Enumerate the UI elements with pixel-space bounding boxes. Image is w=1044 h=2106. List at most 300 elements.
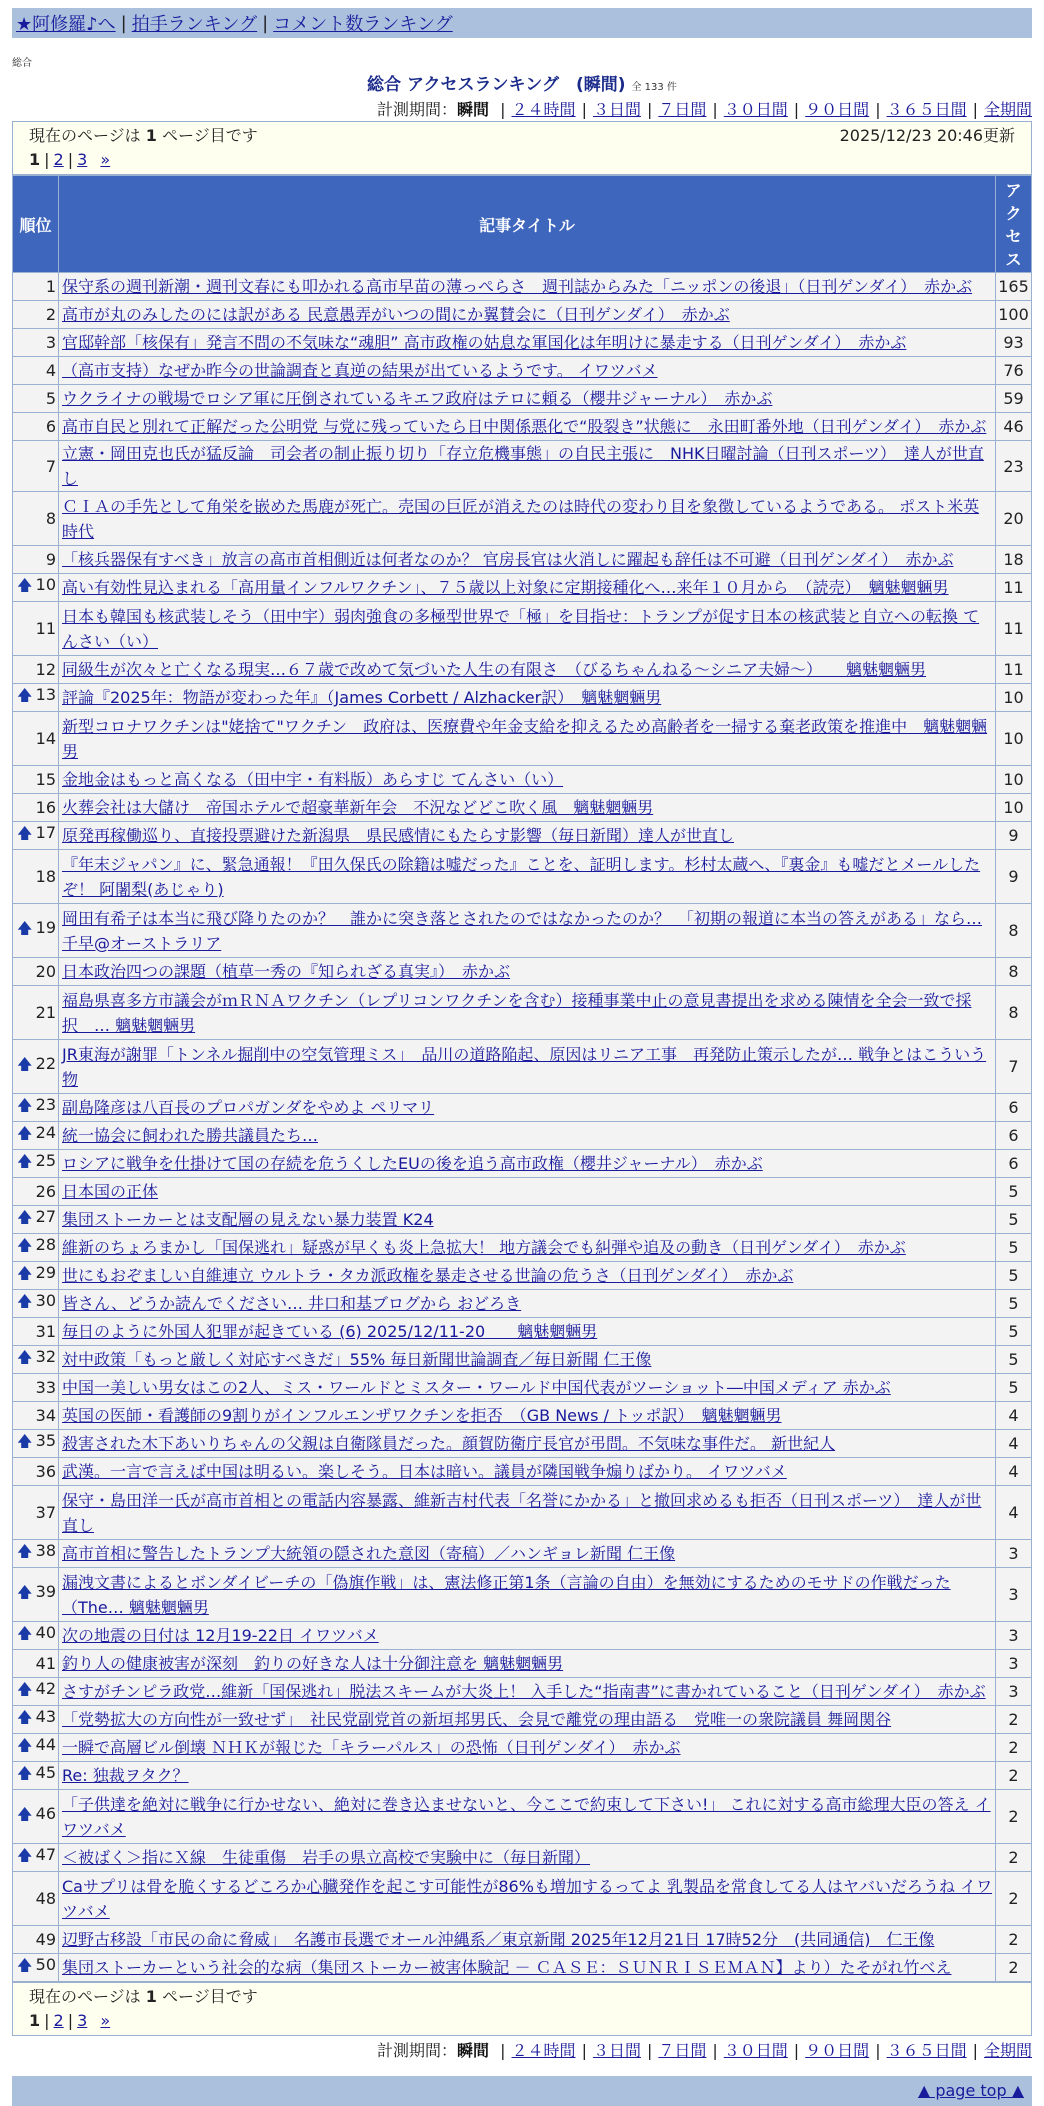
- table-row: [13, 602, 1032, 656]
- article-title-link[interactable]: 集団ストーカーという社会的な病（集団ストーカー被害体験記 － ＣＡＳＥ：ＳＵＮＲＩＳＥＭＡＮ】より）たそがれ竹べえ: [62, 1958, 952, 1977]
- title-cell: [59, 1346, 996, 1374]
- period-separator: |: [500, 2041, 506, 2060]
- article-title-link[interactable]: 評論『2025年：物語が変わった年』（James Corbett / Alzhacker訳） 魑魅魍魎男: [62, 688, 662, 707]
- table-row: [13, 1872, 1032, 1926]
- article-title-link[interactable]: 「子供達を絶対に戦争に行かせない、絶対に巻き込ませないと、今ここで約束して下さい!」 これに対する高市総理大臣の答え イワツバメ: [62, 1794, 991, 1839]
- rank-number: 4: [45, 361, 56, 380]
- access-count: 46: [996, 413, 1032, 441]
- table-row: [13, 1678, 1032, 1706]
- title-cell: [59, 1040, 996, 1094]
- access-count: 8: [996, 904, 1032, 958]
- rank-number: 33: [35, 1378, 56, 1397]
- rank-number: 20: [35, 962, 56, 981]
- rank-number: 24: [35, 1123, 56, 1142]
- article-title-link[interactable]: 中国一美しい男女はこの2人、ミス・ワールドとミスター・ワールド中国代表がツーショット―中国メディア 赤かぶ: [62, 1378, 891, 1397]
- title-cell: [59, 1430, 996, 1458]
- rank-number: 45: [35, 1763, 56, 1782]
- article-title-link[interactable]: 官邸幹部「核保有」発言不問の不気味な“魂胆” 高市政権の姑息な軍国化は年明けに暴走する（日刊ゲンダイ） 赤かぶ: [62, 333, 907, 352]
- article-title-link[interactable]: Re: 独裁ヲタク？: [62, 1766, 189, 1785]
- table-row: [13, 574, 1032, 602]
- rank-number: 22: [35, 1054, 56, 1073]
- article-title-link[interactable]: 皆さん、どうか読んでください… 井口和基ブログから おどろき: [62, 1294, 522, 1313]
- title-cell: [59, 1402, 996, 1430]
- rank-number: 30: [35, 1291, 56, 1310]
- access-count: 9: [996, 850, 1032, 904]
- access-count: 3: [996, 1540, 1032, 1568]
- table-row: [13, 1374, 1032, 1402]
- rank-up-arrow-icon: 🡅: [17, 1152, 33, 1170]
- access-count: 5: [996, 1374, 1032, 1402]
- title-cell: [59, 1150, 996, 1178]
- period-separator: |: [875, 2041, 881, 2060]
- title-cell: [59, 1122, 996, 1150]
- table-row: [13, 1706, 1032, 1734]
- rank-up-arrow-icon: 🡅: [17, 1055, 33, 1073]
- title-cell: [59, 329, 996, 357]
- rank-cell: [13, 1762, 59, 1790]
- article-title-link[interactable]: 金地金はもっと高くなる（田中宇・有料版）あらすじ てんさい（い）: [62, 770, 564, 789]
- title-cell: [59, 1234, 996, 1262]
- table-row: [13, 1122, 1032, 1150]
- pager-page-3[interactable]: 3: [77, 150, 88, 169]
- rank-cell: [13, 1374, 59, 1402]
- rank-number: 5: [45, 389, 56, 408]
- rank-number: 19: [35, 918, 56, 937]
- ranking-table: [12, 175, 1032, 1982]
- rank-number: 13: [35, 685, 56, 704]
- article-title-link[interactable]: 釣り人の健康被害が深刻 釣りの好きな人は十分御注意を 魑魅魍魎男: [62, 1654, 564, 1673]
- title-cell: [59, 1954, 996, 1982]
- access-count: 10: [996, 794, 1032, 822]
- section-label: 総合: [12, 58, 32, 69]
- access-count: 5: [996, 1262, 1032, 1290]
- rank-number: 1: [45, 277, 56, 296]
- col-title-header: 記事タイトル: [59, 176, 996, 273]
- article-title-link[interactable]: 立憲・岡田克也氏が猛反論 司会者の制止振り切り「存立危機事態」の自民主張に NHK日曜討論（日刊スポーツ） 達人が世直し: [62, 444, 984, 488]
- article-title-link[interactable]: 新型コロナワクチンは"姥捨て"ワクチン 政府は、医療費や年金支給を抑えるため高齢者を一掃する棄老政策を推進中 魑魅魍魎男: [62, 716, 988, 761]
- rank-up-arrow-icon: 🡅: [17, 1236, 33, 1254]
- rank-number: 34: [35, 1406, 56, 1425]
- rank-number: 12: [35, 660, 56, 679]
- rank-cell: [13, 1262, 59, 1290]
- rank-number: 38: [35, 1541, 56, 1560]
- period-separator: |: [581, 2041, 587, 2060]
- rank-cell: [13, 1678, 59, 1706]
- table-row: [13, 1346, 1032, 1374]
- rank-number: 15: [35, 770, 56, 789]
- title-cell: [59, 766, 996, 794]
- table-row: [13, 1150, 1032, 1178]
- pager-next[interactable]: »: [100, 2011, 111, 2030]
- access-count: 93: [996, 329, 1032, 357]
- article-title-link[interactable]: 高市自民と別れて正解だった公明党 与党に残っていたら日中関係悪化で“股裂き”状態に 永田町番外地（日刊ゲンダイ） 赤かぶ: [62, 417, 987, 436]
- access-count: 3: [996, 1568, 1032, 1622]
- rank-up-arrow-icon: 🡅: [17, 1846, 33, 1864]
- pager-page-2[interactable]: 2: [53, 2011, 64, 2030]
- period-separator: |: [972, 100, 978, 119]
- rank-up-arrow-icon: 🡅: [17, 1292, 33, 1310]
- article-title-link[interactable]: 岡田有希子は本当に飛び降りたのか？ 誰かに突き落とされたのではなかったのか？ 「初期の報道に本当の答えがある」なら… 千早@オーストラリア: [62, 908, 983, 953]
- rank-number: 2: [45, 305, 56, 324]
- rank-number: 44: [35, 1735, 56, 1754]
- rank-cell: [13, 1402, 59, 1430]
- rank-number: 49: [35, 1930, 56, 1949]
- period-option[interactable]: ３０日間: [723, 2041, 788, 2060]
- access-count: 20: [996, 492, 1032, 546]
- rank-number: 16: [35, 798, 56, 817]
- article-title-link[interactable]: 殺害された木下あいりちゃんの父親は自衛隊員だった。顔賀防衛庁長官が弔問。不気味な事件だ。 新世紀人: [62, 1434, 836, 1453]
- access-count: 3: [996, 1650, 1032, 1678]
- period-selector-bottom: [12, 2040, 1032, 2062]
- table-row: [13, 273, 1032, 301]
- rank-number: 36: [35, 1462, 56, 1481]
- article-title-link[interactable]: 漏洩文書によるとボンダイビーチの「偽旗作戦」は、憲法修正第1条（言論の自由）を無効にするためのモサドの作戦だった（The… 魑魅魍魎男: [62, 1572, 951, 1617]
- article-title-link[interactable]: JR東海が謝罪「トンネル掘削中の空気管理ミス」 品川の道路陥起、原因はリニア工事 再発防止策示したが… 戦争とはこういう物: [62, 1044, 987, 1089]
- rank-number: 42: [35, 1679, 56, 1698]
- table-row: [13, 546, 1032, 574]
- rank-cell: [13, 385, 59, 413]
- rank-cell: [13, 602, 59, 656]
- access-count: 4: [996, 1430, 1032, 1458]
- access-count: 5: [996, 1346, 1032, 1374]
- table-row: [13, 1762, 1032, 1790]
- rank-up-arrow-icon: 🡅: [17, 1956, 33, 1974]
- title-cell: [59, 385, 996, 413]
- rank-number: 47: [35, 1845, 56, 1864]
- article-title-link[interactable]: 日本も韓国も核武装しそう（田中宇）弱肉強食の多極型世界で「極」を目指せ：トランプが促す日本の核武装と自立への転換 てんさい（い）: [62, 606, 980, 651]
- table-row: [13, 357, 1032, 385]
- article-title-link[interactable]: 保守系の週刊新潮・週刊文春にも叩かれる高市早苗の薄っぺらさ 週刊誌からみた「ニッポンの後退」（日刊ゲンダイ） 赤かぶ: [62, 277, 973, 296]
- access-count: 6: [996, 1150, 1032, 1178]
- title-cell: [59, 546, 996, 574]
- rank-number: 46: [35, 1804, 56, 1823]
- rank-up-arrow-icon: 🡅: [17, 686, 33, 704]
- rank-number: 23: [35, 1095, 56, 1114]
- period-separator: |: [581, 100, 587, 119]
- period-separator: |: [712, 100, 718, 119]
- rank-cell: [13, 1486, 59, 1540]
- access-count: 4: [996, 1458, 1032, 1486]
- title-cell: [59, 1926, 996, 1954]
- table-row: [13, 684, 1032, 712]
- article-title-link[interactable]: 辺野古移設「市民の命に脅威」 名護市長選でオール沖縄系／東京新聞 2025年12月21日 17時52分 (共同通信) 仁王像: [62, 1930, 935, 1949]
- pager-page-2[interactable]: 2: [53, 150, 64, 169]
- pager-next[interactable]: »: [100, 150, 111, 169]
- article-title-link[interactable]: 副島隆彦は八百長のプロパガンダをやめよ ペリマリ: [62, 1098, 435, 1117]
- rank-cell: [13, 546, 59, 574]
- article-title-link[interactable]: 集団ストーカーとは支配層の見えない暴力装置 K24: [62, 1210, 434, 1229]
- pager-current: 1: [29, 150, 41, 169]
- access-count: 165: [996, 273, 1032, 301]
- article-title-link[interactable]: さすがチンピラ政党…維新「国保逃れ」脱法スキームが大炎上！ 入手した“指南書”に書かれていること（日刊ゲンダイ） 赤かぶ: [62, 1682, 986, 1701]
- article-title-link[interactable]: ロシアに戦争を仕掛けて国の存続を危うくしたEUの後を追う高市政権（櫻井ジャーナル） 赤かぶ: [62, 1154, 763, 1173]
- article-title-link[interactable]: 一瞬で高層ビル倒壊 ＮＨＫが報じた「キラーパルス」の恐怖（日刊ゲンダイ） 赤かぶ: [62, 1738, 681, 1757]
- current-page-info: 現在のページは 1 ページ目です: [29, 1987, 258, 2006]
- rank-up-arrow-icon: 🡅: [17, 1583, 33, 1601]
- title-cell: [59, 357, 996, 385]
- article-title-link[interactable]: 「核兵器保有すべき」放言の高市首相側近は何者なのか？ 官房長官は火消しに躍起も辞任は不可避（日刊ゲンダイ） 赤かぶ: [62, 550, 954, 569]
- table-row: [13, 1540, 1032, 1568]
- rank-cell: [13, 301, 59, 329]
- article-title-link[interactable]: 『年末ジャパン』に、緊急通報！『田久保氏の除籍は嘘だった』ことを、証明します。杉村太蔵へ、『裏金』も嘘だとメールしたぞ！ 阿闍梨(あじゃり): [62, 854, 981, 899]
- rank-cell: [13, 1346, 59, 1374]
- rank-number: 6: [45, 417, 56, 436]
- article-title-link[interactable]: 保守・島田洋一氏が高市首相との電話内容暴露、維新吉村代表「名誉にかかる」と撤回求めるも拒否（日刊スポーツ） 達人が世直し: [62, 1490, 982, 1535]
- period-current: 瞬間: [457, 100, 490, 119]
- rank-cell: [13, 1094, 59, 1122]
- comment-ranking-link[interactable]: コメント数ランキング: [273, 14, 453, 35]
- title-cell: [59, 904, 996, 958]
- access-count: 100: [996, 301, 1032, 329]
- rank-cell: [13, 1150, 59, 1178]
- rank-number: 35: [35, 1431, 56, 1450]
- rank-cell: [13, 1622, 59, 1650]
- article-title-link[interactable]: 火葬会社は大儲け 帝国ホテルで超豪華新年会 不況などどこ吹く風 魑魅魍魎男: [62, 798, 654, 817]
- table-row: [13, 1790, 1032, 1844]
- title-cell: [59, 1262, 996, 1290]
- clap-ranking-link[interactable]: 拍手ランキング: [131, 14, 258, 35]
- col-rank-header: 順位: [13, 176, 59, 273]
- period-option[interactable]: ３日間: [592, 100, 641, 119]
- rank-cell: [13, 329, 59, 357]
- period-option[interactable]: ７日間: [658, 100, 707, 119]
- access-count: 6: [996, 1122, 1032, 1150]
- table-row: [13, 1234, 1032, 1262]
- title-cell: [59, 794, 996, 822]
- table-row: [13, 1402, 1032, 1430]
- access-count: 8: [996, 986, 1032, 1040]
- rank-cell: [13, 1040, 59, 1094]
- title-cell: [59, 986, 996, 1040]
- article-title-link[interactable]: 世にもおぞましい自維連立 ウルトラ・タカ派政権を暴走させる世論の危うさ（日刊ゲンダイ） 赤かぶ: [62, 1266, 794, 1285]
- rank-number: 10: [35, 575, 56, 594]
- rank-up-arrow-icon: 🡅: [17, 1208, 33, 1226]
- rank-cell: [13, 413, 59, 441]
- access-count: 2: [996, 1872, 1032, 1926]
- rank-up-arrow-icon: 🡅: [17, 1736, 33, 1754]
- home-link[interactable]: ★阿修羅♪へ: [16, 14, 116, 35]
- rank-up-arrow-icon: 🡅: [17, 1624, 33, 1642]
- access-count: 10: [996, 712, 1032, 766]
- rank-number: 28: [35, 1235, 56, 1254]
- rank-cell: [13, 794, 59, 822]
- rank-up-arrow-icon: 🡅: [17, 1348, 33, 1366]
- table-row: [13, 1568, 1032, 1622]
- period-option[interactable]: ９０日間: [805, 2041, 870, 2060]
- rank-cell: [13, 1430, 59, 1458]
- title-cell: [59, 822, 996, 850]
- article-title-link[interactable]: 統一協会に飼われた勝共議員たち…: [62, 1126, 319, 1145]
- period-separator: |: [646, 2041, 653, 2060]
- rank-number: 40: [35, 1623, 56, 1642]
- rank-cell: [13, 656, 59, 684]
- title-cell: [59, 656, 996, 684]
- table-row: [13, 1926, 1032, 1954]
- access-count: 5: [996, 1178, 1032, 1206]
- title-cell: [59, 958, 996, 986]
- rank-number: 17: [35, 823, 56, 842]
- article-title-link[interactable]: 日本国の正体: [62, 1182, 159, 1201]
- rank-number: 8: [45, 509, 56, 528]
- period-options: [494, 2041, 1032, 2060]
- table-row: [13, 385, 1032, 413]
- table-row: [13, 1094, 1032, 1122]
- access-count: 11: [996, 656, 1032, 684]
- current-page-info: 現在のページは 1 ページ目です: [29, 126, 258, 145]
- article-title-link[interactable]: 同級生が次々と亡くなる現実…６７歳で改めて気づいた人生の有限さ （びるちゃんねる～シニア夫婦～） 魑魅魍魎男: [62, 660, 927, 679]
- period-option[interactable]: 全期間: [983, 100, 1032, 119]
- title-cell: [59, 492, 996, 546]
- access-count: 18: [996, 546, 1032, 574]
- rank-number: 14: [35, 729, 56, 748]
- period-selector-top: [12, 99, 1032, 121]
- access-count: 3: [996, 1678, 1032, 1706]
- updated-time: 2025/12/23 20:46更新: [839, 126, 1015, 145]
- rank-cell: [13, 1650, 59, 1678]
- table-row: [13, 1262, 1032, 1290]
- title-cell: [59, 1872, 996, 1926]
- article-title-link[interactable]: 「党勢拡大の方向性が一致せず」 社民党副党首の新垣邦男氏、会見で離党の理由語る 党唯一の衆院議員 舞岡関谷: [62, 1710, 892, 1729]
- title-cell: [59, 1650, 996, 1678]
- rank-up-arrow-icon: 🡅: [17, 1764, 33, 1782]
- article-title-link[interactable]: 日本政治四つの課題（植草一秀の『知られざる真実』） 赤かぶ: [62, 962, 511, 981]
- bottom-bar: [12, 2076, 1032, 2106]
- period-separator: |: [793, 2041, 800, 2060]
- article-title-link[interactable]: 高市首相に警告したトランプ大統領の隠された意図（寄稿）／ハンギョレ新聞 仁王像: [62, 1544, 676, 1563]
- table-row: [13, 794, 1032, 822]
- title-cell: [59, 1540, 996, 1568]
- period-separator: |: [646, 100, 653, 119]
- period-separator: |: [972, 2041, 978, 2060]
- period-label: 計測期間：: [377, 2041, 458, 2060]
- article-title-link[interactable]: ＣＩＡの手先として角栄を嵌めた馬鹿が死亡。売国の巨匠が消えたのは時代の変わり目を象徴しているようである。 ポスト米英時代: [62, 496, 980, 541]
- period-option[interactable]: 全期間: [983, 2041, 1032, 2060]
- period-options: [494, 100, 1032, 119]
- rank-cell: [13, 684, 59, 712]
- rank-number: 48: [35, 1889, 56, 1908]
- rank-up-arrow-icon: 🡅: [17, 1805, 33, 1823]
- article-title-link[interactable]: 維新のちょろまかし「国保逃れ」疑惑が早くも炎上急拡大！ 地方議会でも糾弾や追及の動き（日刊ゲンダイ） 赤かぶ: [62, 1238, 906, 1257]
- access-count: 5: [996, 1234, 1032, 1262]
- rank-cell: [13, 712, 59, 766]
- period-option[interactable]: ３日間: [592, 2041, 641, 2060]
- table-row: [13, 1734, 1032, 1762]
- page-top-link[interactable]: ▲ page top ▲: [917, 2081, 1024, 2100]
- period-option[interactable]: ２４時間: [511, 100, 576, 119]
- rank-number: 29: [35, 1263, 56, 1282]
- rank-up-arrow-icon: 🡅: [17, 1680, 33, 1698]
- access-count: 23: [996, 441, 1032, 492]
- access-count: 10: [996, 684, 1032, 712]
- title-cell: [59, 441, 996, 492]
- rank-cell: [13, 1568, 59, 1622]
- table-row: [13, 822, 1032, 850]
- article-title-link[interactable]: 高い有効性見込まれる「高用量インフルワクチン」、７５歳以上対象に定期接種化へ…来年１０月から （読売） 魑魅魍魎男: [62, 578, 949, 597]
- article-title-link[interactable]: 高市が丸のみしたのには訳がある 民意愚弄がいつの間にか翼賛会に（日刊ゲンダイ） 赤かぶ: [62, 305, 730, 324]
- rank-up-arrow-icon: 🡅: [17, 1096, 33, 1114]
- title-cell: [59, 850, 996, 904]
- rank-number: 25: [35, 1151, 56, 1170]
- rank-up-arrow-icon: 🡅: [17, 1542, 33, 1560]
- title-cell: [59, 684, 996, 712]
- rank-number: 32: [35, 1347, 56, 1366]
- title-cell: [59, 1790, 996, 1844]
- rank-number: 26: [35, 1182, 56, 1201]
- article-title-link[interactable]: Caサプリは骨を脆くするどころか心臓発作を起こす可能性が86%も増加するってよ 乳製品を常食してる人はヤバいだろうね イワツバメ: [62, 1876, 993, 1921]
- article-title-link[interactable]: 武漢。一言で言えば中国は明るい。楽しそう。日本は暗い。議員が隣国戦争煽りばかり。 イワツバメ: [62, 1462, 787, 1481]
- period-separator: |: [875, 100, 881, 119]
- pagination-box-bottom: [12, 1982, 1032, 2036]
- period-option[interactable]: ３０日間: [723, 100, 788, 119]
- rank-number: 50: [35, 1955, 56, 1974]
- pager-current: 1: [29, 2011, 41, 2030]
- article-title-link[interactable]: 英国の医師・看護師の9割りがインフルエンザワクチンを拒否 （GB News / トッポ訳） 魑魅魍魎男: [62, 1406, 782, 1425]
- period-option[interactable]: ３６５日間: [886, 2041, 967, 2060]
- article-title-link[interactable]: 毎日のように外国人犯罪が起きている (6) 2025/12/11-20 魑魅魍魎男: [62, 1322, 598, 1341]
- access-count: 11: [996, 574, 1032, 602]
- article-title-link[interactable]: 福島県喜多方市議会がｍＲＮＡワクチン（レプリコンワクチンを含む）接種事業中止の意見書提出を求める陳情を全会一致で採択 … 魑魅魍魎男: [62, 990, 972, 1035]
- period-option[interactable]: ９０日間: [805, 100, 870, 119]
- access-count: 10: [996, 766, 1032, 794]
- title-cell: [59, 1844, 996, 1872]
- nav-separator: |: [120, 12, 127, 34]
- rank-cell: [13, 1734, 59, 1762]
- table-row: [13, 656, 1032, 684]
- period-option[interactable]: ２４時間: [511, 2041, 576, 2060]
- period-option[interactable]: ３６５日間: [886, 100, 967, 119]
- table-row: [13, 329, 1032, 357]
- period-separator: |: [712, 2041, 718, 2060]
- rank-number: 9: [45, 550, 56, 569]
- pagination-box-top: [12, 121, 1032, 175]
- rank-number: 7: [45, 456, 56, 476]
- access-count: 2: [996, 1706, 1032, 1734]
- rank-cell: [13, 1926, 59, 1954]
- access-count: 2: [996, 1762, 1032, 1790]
- access-count: 59: [996, 385, 1032, 413]
- title-cell: [59, 1486, 996, 1540]
- table-row: [13, 1430, 1032, 1458]
- title-cell: [59, 413, 996, 441]
- access-count: 2: [996, 1844, 1032, 1872]
- table-row: [13, 766, 1032, 794]
- table-row: [13, 1178, 1032, 1206]
- rank-cell: [13, 492, 59, 546]
- article-title-link[interactable]: （高市支持）なぜか昨今の世論調査と真逆の結果が出ているようです。 イワツバメ: [62, 361, 658, 380]
- article-title-link[interactable]: 原発再稼働巡り、直接投票避けた新潟県 県民感情にもたらす影響（毎日新聞）達人が世直し: [62, 826, 735, 845]
- rank-cell: [13, 1706, 59, 1734]
- title-cell: [59, 712, 996, 766]
- rank-cell: [13, 1178, 59, 1206]
- table-row: [13, 1622, 1032, 1650]
- pager-page-3[interactable]: 3: [77, 2011, 88, 2030]
- table-row: [13, 1844, 1032, 1872]
- rank-number: 43: [35, 1707, 56, 1726]
- article-title-link[interactable]: ＜被ばく＞指にＸ線 生徒重傷 岩手の県立高校で実験中に（毎日新聞）: [62, 1848, 591, 1867]
- article-title-link[interactable]: 対中政策「もっと厳しく対応すべきだ」55% 毎日新聞世論調査／毎日新聞 仁王像: [62, 1350, 652, 1369]
- col-access-header: アクセス: [996, 176, 1032, 273]
- article-title-link[interactable]: ウクライナの戦場でロシア軍に圧倒されているキエフ政府はテロに頼る（櫻井ジャーナル） 赤かぶ: [62, 389, 773, 408]
- rank-up-arrow-icon: 🡅: [17, 576, 33, 594]
- title-cell: [59, 574, 996, 602]
- article-title-link[interactable]: 次の地震の日付は 12月19-22日 イワツバメ: [62, 1626, 379, 1645]
- period-option[interactable]: ７日間: [658, 2041, 707, 2060]
- table-row: [13, 441, 1032, 492]
- page: [12, 0, 1032, 2106]
- rank-cell: [13, 986, 59, 1040]
- title-cell: [59, 1206, 996, 1234]
- table-row: [13, 1486, 1032, 1540]
